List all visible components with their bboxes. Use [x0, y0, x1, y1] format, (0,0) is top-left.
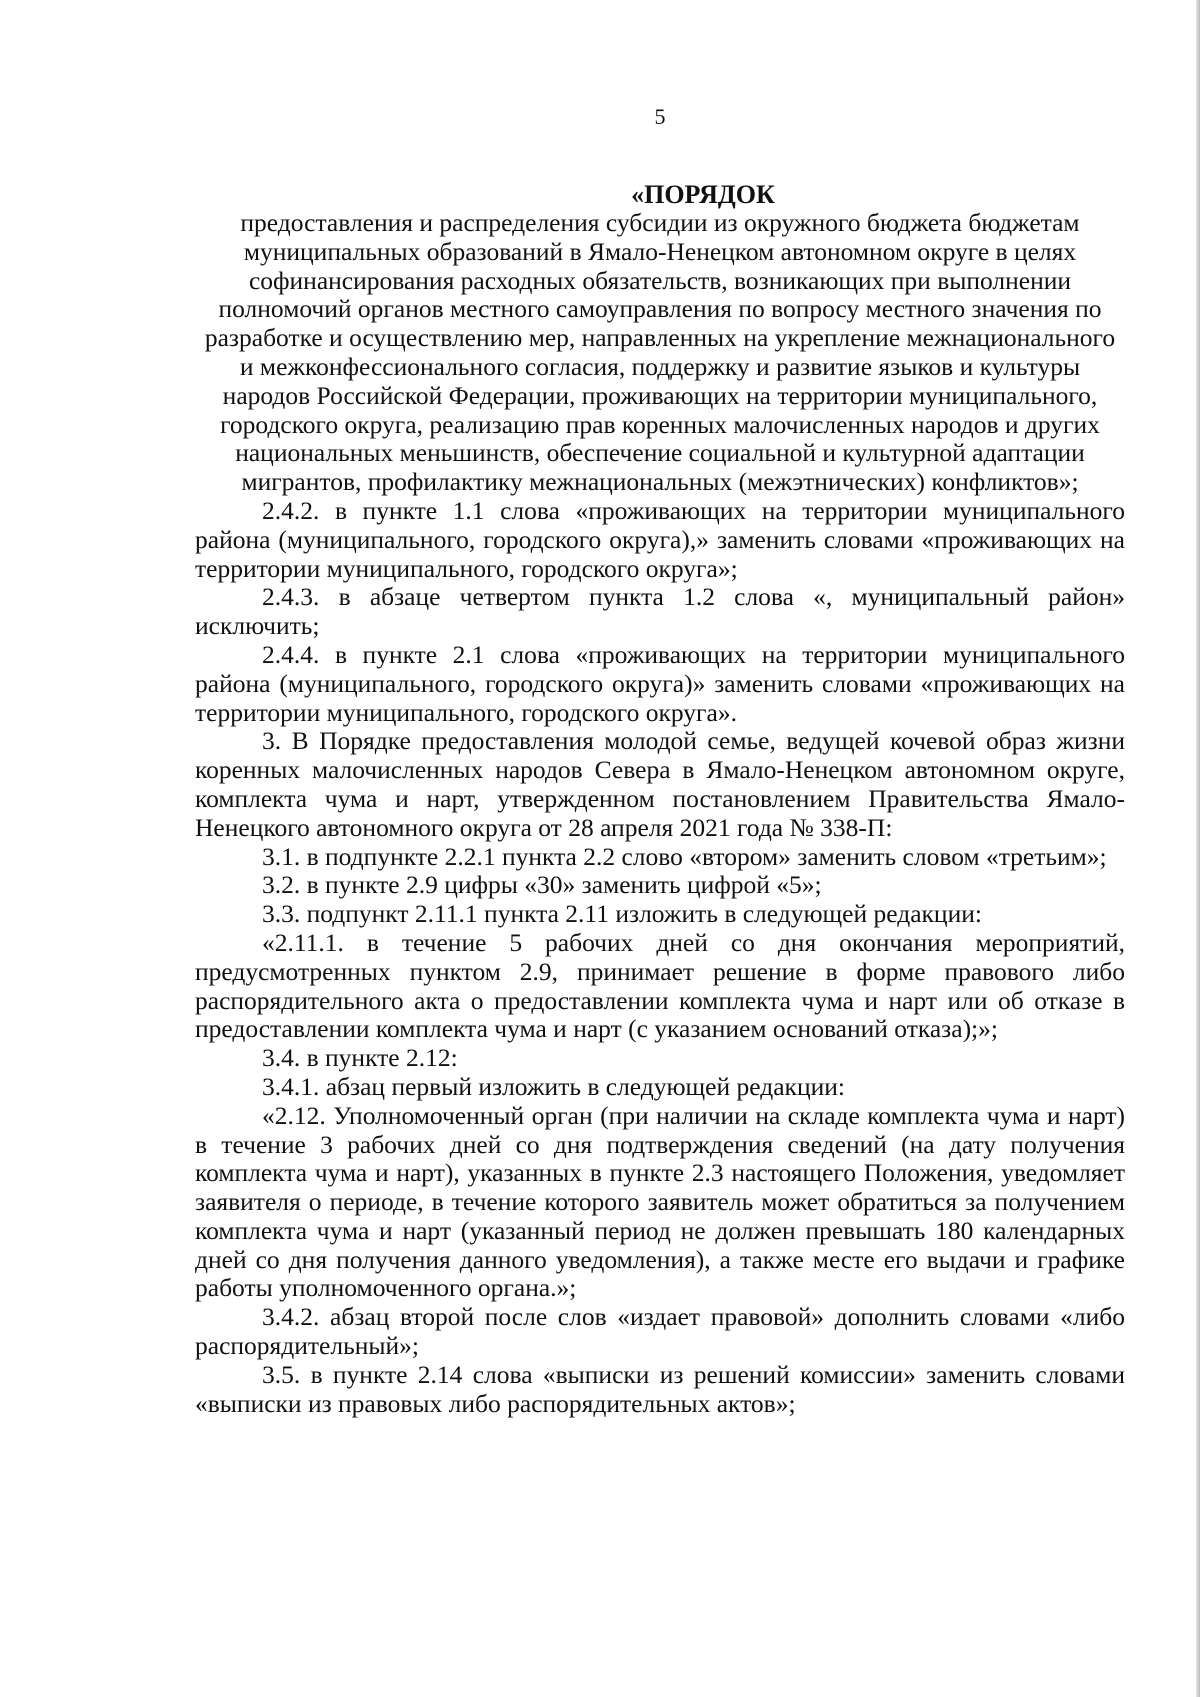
paragraph-3-1: 3.1. в подпункте 2.2.1 пункта 2.2 слово «втором» заменить словом «третьим»;: [262, 841, 1107, 871]
paragraph-3-5: 3.5. в пункте 2.14 слова «выписки из решений комиссии» заменить словами «выписки из правовых либо распорядительных актов»;: [195, 1359, 1125, 1418]
paragraph-3-4-2: 3.4.2. абзац второй после слов «издает правовой» дополнить словами «либо распорядительный»;: [195, 1302, 1125, 1361]
paragraph-2-4-4: 2.4.4. в пункте 2.1 слова «проживающих на территории муниципального района (муниципального, городского округа)» заменить словами «проживающих на территории муниципального, городского округа».: [195, 639, 1125, 727]
paragraph-3: 3. В Порядке предоставления молодой семье, ведущей кочевой образ жизни коренных малочисленных народов Севера в Ямало-Ненецком автономном округе, комплекта чума и нарт, утвержденном постановлением Правительства Ямало-Ненецкого автономного округа от 28 апреля 2021 года № 338-П:: [195, 726, 1125, 842]
paragraph-3-4: 3.4. в пункте 2.12:: [262, 1043, 458, 1073]
paragraph-3-4-1: 3.4.1. абзац первый изложить в следующей редакции:: [262, 1071, 845, 1101]
page-number: 5: [654, 104, 666, 129]
paragraph-3-2: 3.2. в пункте 2.9 цифры «30» заменить цифрой «5»;: [262, 870, 822, 900]
paragraph-2-4-2: 2.4.2. в пункте 1.1 слова «проживающих на территории муниципального района (муниципального, городского округа),» заменить словами «проживающих на территории муниципального, городского округа»;: [195, 495, 1125, 583]
document-body: [195, 180, 1125, 1418]
paragraph-3-3: 3.3. подпункт 2.11.1 пункта 2.11 изложить в следующей редакции:: [262, 899, 982, 929]
paragraph-2-4-3: 2.4.3. в абзаце четвертом пункта 1.2 слова «, муниципальный район» исключить;: [195, 582, 1125, 641]
paragraph-2-11-1-quote: «2.11.1. в течение 5 рабочих дней со дня окончания мероприятий, предусмотренных пунктом 2.9, принимает решение в форме правового либо распорядительного акта о предоставлении комплекта чума и нарт или об отказе в предоставлении комплекта чума и нарт (с указанием оснований отказа);»;: [195, 927, 1125, 1044]
document-subtitle: предоставления и распределения субсидии из окружного бюджета бюджетам муниципальных образований в Ямало-Ненецком автономном округе в целях софинансирования расходных обязательств, возникающих при выполнении полномочий органов местного самоуправления по вопросу местного значения по разработке и осуществлению мер, направленных на укрепление межнационального и межконфессионального согласия, поддержку и развитие языков и культуры народов Российской Федерации, проживающих на территории муниципального, городского округа, реализацию прав коренных малочисленных народов и других национальных меньшинств, обеспечение социальной и культурной адаптации мигрантов, профилактику межнациональных (межэтнических) конфликтов»;: [204, 208, 1116, 497]
page-edge: [1196, 0, 1200, 1697]
paragraph-2-12-quote: «2.12. Уполномоченный орган (при наличии на складе комплекта чума и нарт) в течение 3 рабочих дней со дня подтверждения сведений (на дату получения комплекта чума и нарт), указанных в пункте 2.3 настоящего Положения, уведомляет заявителя о периоде, в течение которого заявитель может обратиться за получением комплекта чума и нарт (указанный период не должен превышать 180 календарных дней со дня получения данного уведомления), а также месте его выдачи и графике работы уполномоченного органа.»;: [195, 1100, 1125, 1303]
document-title: «ПОРЯДОК: [631, 180, 775, 209]
